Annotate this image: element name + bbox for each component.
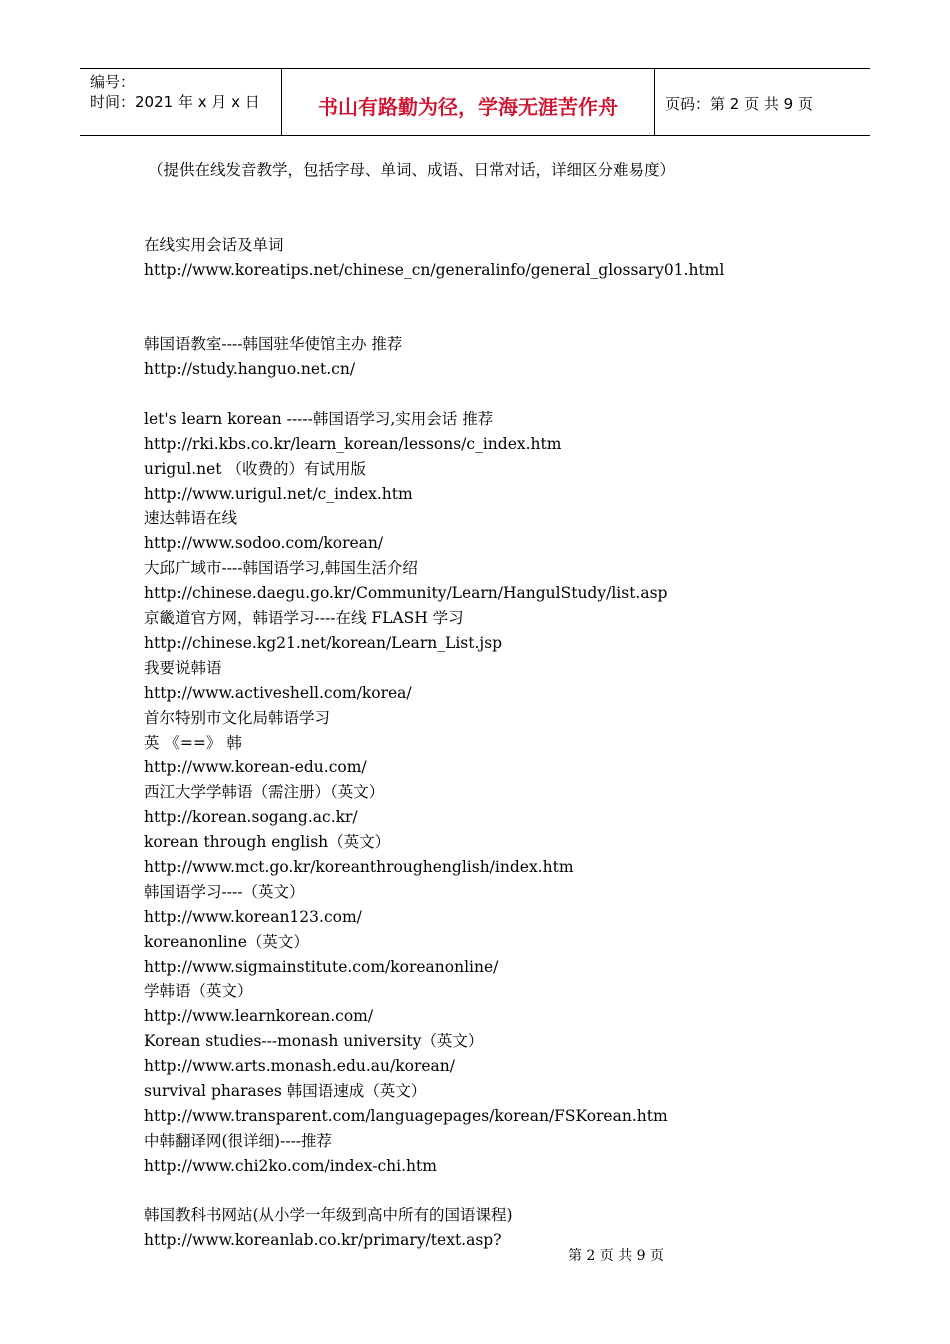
blank-line — [144, 307, 864, 332]
resource-title: 韩国语教室----韩国驻华使馆主办 推荐 — [144, 335, 403, 354]
resource-url[interactable]: http://www.transparent.com/languagepages/korean/FSKorean.htm — [144, 1106, 668, 1125]
resource-title: let's learn korean -----韩国语学习,实用会话 推荐 — [144, 409, 494, 428]
resource-url[interactable]: http://www.koreanlab.co.kr/primary/text.asp? — [144, 1231, 502, 1250]
doc-number-label: 编号： — [90, 73, 136, 91]
resource-title: 中韩翻译网(很详细)----推荐 — [144, 1131, 333, 1150]
resource-url[interactable]: http://chinese.kg21.net/korean/Learn_List.jsp — [144, 633, 503, 652]
resource-url[interactable]: http://www.sodoo.com/korean/ — [144, 534, 384, 553]
resource-url[interactable]: http://www.korean123.com/ — [144, 907, 362, 926]
resource-title: Korean studies---monash university（英文） — [144, 1032, 484, 1051]
resource-url[interactable]: http://www.urigul.net/c_index.htm — [144, 484, 413, 503]
resource-title: 速达韩语在线 — [144, 509, 238, 528]
resource-url[interactable]: http://korean.sogang.ac.kr/ — [144, 808, 358, 827]
footer-page-number: 第 2 页 共 9 页 — [567, 1248, 665, 1264]
resource-url[interactable]: http://www.korean-edu.com/ — [144, 758, 367, 777]
resource-url[interactable]: http://www.mct.go.kr/koreanthroughenglish/index.htm — [144, 857, 574, 876]
resource-title: 韩国语学习----（英文） — [144, 882, 305, 901]
resource-url[interactable]: http://rki.kbs.co.kr/learn_korean/lessons/c_index.htm — [144, 434, 562, 453]
resource-title: 学韩语（英文） — [144, 982, 253, 1001]
document-body — [144, 158, 864, 1253]
resource-url[interactable]: http://study.hanguo.net.cn/ — [144, 360, 356, 379]
intro-note: （提供在线发音教学，包括字母、单词、成语、日常对话，详细区分难易度） — [148, 161, 676, 179]
resource-list — [144, 208, 864, 1253]
resource-url[interactable]: http://www.chi2ko.com/index-chi.htm — [144, 1156, 437, 1175]
resource-url[interactable]: http://www.arts.monash.edu.au/korean/ — [144, 1057, 455, 1076]
resource-title: 京畿道官方网，韩语学习----在线 FLASH 学习 — [144, 609, 464, 628]
page-header — [80, 68, 870, 136]
resource-url[interactable]: http://www.sigmainstitute.com/koreanonline/ — [144, 957, 499, 976]
resource-title: korean through english（英文） — [144, 833, 391, 852]
resource-url[interactable]: http://www.koreatips.net/chinese_cn/generalinfo/general_glossary01.html — [144, 260, 725, 279]
resource-url[interactable]: http://www.activeshell.com/korea/ — [144, 683, 412, 702]
blank-line — [144, 208, 864, 233]
resource-url[interactable]: http://chinese.daegu.go.kr/Community/Learn/HangulStudy/list.asp — [144, 584, 668, 603]
resource-title: 韩国教科书网站(从小学一年级到高中所有的国语课程) — [144, 1206, 513, 1225]
resource-title: 西江大学学韩语（需注册）（英文） — [144, 783, 385, 802]
resource-title: 在线实用会话及单词 — [144, 235, 284, 254]
resource-title: survival pharases 韩国语速成（英文） — [144, 1081, 427, 1100]
resource-title: koreanonline（英文） — [144, 932, 309, 951]
resource-title: 英 《==》 韩 — [144, 733, 242, 752]
header-meta — [80, 69, 282, 135]
blank-line — [144, 382, 864, 407]
header-page-number: 页码：第 2 页 共 9 页 — [665, 94, 813, 113]
resource-title: 首尔特别市文化局韩语学习 — [144, 708, 331, 727]
blank-line — [144, 282, 864, 307]
resource-title: urigul.net （收费的）有试用版 — [144, 459, 366, 478]
doc-date-label: 时间：2021 年 x 月 x 日 — [90, 93, 260, 111]
page-footer — [0, 1245, 950, 1265]
blank-line — [144, 1179, 864, 1204]
resource-title: 我要说韩语 — [144, 658, 222, 677]
resource-title: 大邱广域市----韩国语学习,韩国生活介绍 — [144, 559, 418, 578]
header-motto: 书山有路勤为径，学海无涯苦作舟 — [281, 69, 655, 135]
resource-url[interactable]: http://www.learnkorean.com/ — [144, 1007, 374, 1026]
